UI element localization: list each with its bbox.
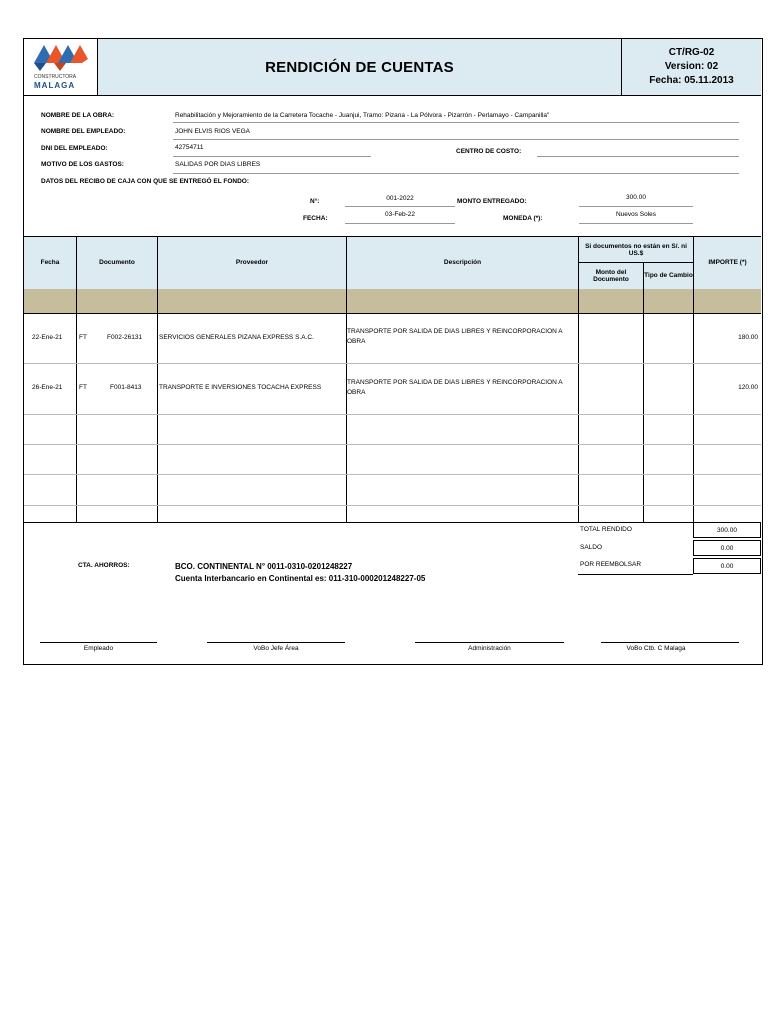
- row-proveedor: TRANSPORTE E INVERSIONES TOCACHA EXPRESS: [159, 384, 322, 391]
- logo-text-malaga: MALAGA: [34, 81, 76, 90]
- signature-label-jefe: VoBo Jefe Área: [253, 645, 299, 652]
- signature-label-empleado: Empleado: [83, 645, 114, 652]
- empleado-underline: [173, 139, 739, 140]
- motivo-value: SALIDAS POR DIAS LIBRES: [175, 161, 261, 168]
- dni-underline: [173, 156, 371, 157]
- motivo-underline: [173, 173, 739, 174]
- signature-label-administracion: Administración: [468, 645, 511, 652]
- numero-value: 001-2022: [386, 195, 414, 202]
- document-code: CT/RG-02: [668, 47, 715, 58]
- row-documento: F001-8413: [110, 384, 142, 391]
- col-divider-1: [76, 237, 77, 523]
- fecha-recibo-label: FECHA:: [303, 215, 328, 222]
- fecha-recibo-value: 03-Feb-22: [385, 211, 415, 218]
- por-reembolsar-value: 0.00: [693, 558, 761, 574]
- col-divider-4: [578, 237, 579, 523]
- row-tipo: FT: [79, 334, 87, 341]
- bank-account-line: BCO. CONTINENTAL N° 0011-0310-0201248227: [175, 562, 353, 571]
- row-descripcion: TRANSPORTE POR SALIDA DE DIAS LIBRES Y REINCORPORACION A OBRA: [347, 379, 563, 396]
- document-date: Fecha: 05.11.2013: [649, 75, 734, 86]
- row-importe: 120.00: [738, 384, 758, 391]
- col-header-foreign: Si documentos no están en S/. ni US.$: [585, 243, 687, 257]
- row-fecha: 26-Ene-21: [32, 384, 63, 391]
- dni-value: 42754711: [175, 144, 204, 151]
- monto-underline: [579, 206, 693, 207]
- signature-line-administracion: [415, 642, 564, 643]
- total-rendido-label: TOTAL RENDIDO: [580, 526, 632, 533]
- row-documento: F002-26131: [107, 334, 143, 341]
- col-header-descripcion: Descripción: [443, 259, 482, 266]
- document-code-box: [622, 39, 761, 95]
- saldo-value: 0.00: [693, 540, 761, 556]
- col-divider-6: [693, 237, 694, 523]
- row-line-5: [24, 474, 761, 475]
- obra-value: Rehabilitación y Mejoramiento de la Carretera Tocache - Juanjui, Tramo: Pizana - La Pólvora - Pizarrón - Perlamayo - Campanilla": [175, 112, 550, 119]
- cta-ahorros-label: CTA. AHORROS:: [78, 562, 130, 569]
- saldo-label: SALDO: [580, 544, 603, 551]
- document-version: Version: 02: [664, 61, 719, 72]
- fecha-underline: [345, 223, 455, 224]
- logo-text-constructora: CONSTRUCTORA: [34, 74, 77, 80]
- monto-entregado-label: MONTO ENTREGADO:: [457, 198, 527, 205]
- moneda-underline: [579, 223, 693, 224]
- obra-label: NOMBRE DE LA OBRA:: [41, 112, 115, 119]
- header-subdivider: [579, 262, 693, 263]
- col-header-documento: Documento: [99, 259, 135, 266]
- total-rendido-value: 300.00: [693, 522, 761, 538]
- bank-cci-line: Cuenta Interbancario en Continental es: 011-310-000201248227-05: [175, 574, 426, 583]
- numero-underline: [345, 206, 455, 207]
- moneda-value: Nuevos Soles: [615, 211, 657, 218]
- centro-costo-label: CENTRO DE COSTO:: [456, 148, 522, 155]
- moneda-label: MONEDA (*):: [503, 215, 543, 222]
- col-header-importe: IMPORTE (*): [708, 259, 747, 266]
- document-sheet: [23, 38, 763, 665]
- empleado-label: NOMBRE DEL EMPLEADO:: [41, 128, 126, 135]
- centro-costo-underline: [537, 156, 739, 157]
- col-divider-2: [157, 237, 158, 523]
- por-reembolsar-label: POR REEMBOLSAR: [580, 561, 642, 568]
- row-line-3: [24, 414, 761, 415]
- obra-underline: [173, 122, 739, 123]
- numero-label: N°:: [310, 198, 320, 205]
- row-line-6: [24, 505, 761, 506]
- dni-label: DNI DEL EMPLEADO:: [41, 145, 108, 152]
- totals-underline: [578, 574, 693, 575]
- row-line-2: [24, 363, 761, 364]
- signature-label-contabilidad: VoBo Ctb. C Malaga: [626, 645, 686, 652]
- company-logo: [24, 39, 98, 95]
- header-divider: [24, 95, 761, 96]
- col-header-tipo-cambio: Tipo de Cambio: [644, 272, 693, 279]
- row-line-1: [24, 313, 761, 314]
- row-fecha: 22-Ene-21: [32, 334, 63, 341]
- table-band: [24, 289, 761, 313]
- row-proveedor: SERVICIOS GENERALES PIZANA EXPRESS S.A.C.: [159, 334, 314, 341]
- col-header-fecha: Fecha: [40, 259, 60, 266]
- datos-recibo-label: DATOS DEL RECIBO DE CAJA CON QUE SE ENTREGÓ EL FONDO:: [41, 178, 250, 185]
- signature-line-empleado: [40, 642, 157, 643]
- row-descripcion: TRANSPORTE POR SALIDA DE DIAS LIBRES Y REINCORPORACION A OBRA: [347, 328, 563, 345]
- monto-entregado-value: 300.00: [626, 194, 646, 201]
- row-line-bottom: [24, 522, 761, 523]
- col-divider-5: [643, 262, 644, 523]
- page-title: RENDICIÓN DE CUENTAS: [265, 58, 454, 76]
- row-line-4: [24, 444, 761, 445]
- signature-line-contabilidad: [601, 642, 739, 643]
- motivo-label: MOTIVO DE LOS GASTOS:: [41, 161, 124, 168]
- col-header-proveedor: Proveedor: [235, 259, 269, 266]
- row-tipo: FT: [79, 384, 87, 391]
- col-header-monto-doc: Monto del Documento: [593, 268, 629, 283]
- row-importe: 180.00: [738, 334, 758, 341]
- title-box: [98, 39, 622, 95]
- empleado-value: JOHN ELVIS RIOS VEGA: [175, 128, 251, 135]
- signature-line-jefe: [207, 642, 345, 643]
